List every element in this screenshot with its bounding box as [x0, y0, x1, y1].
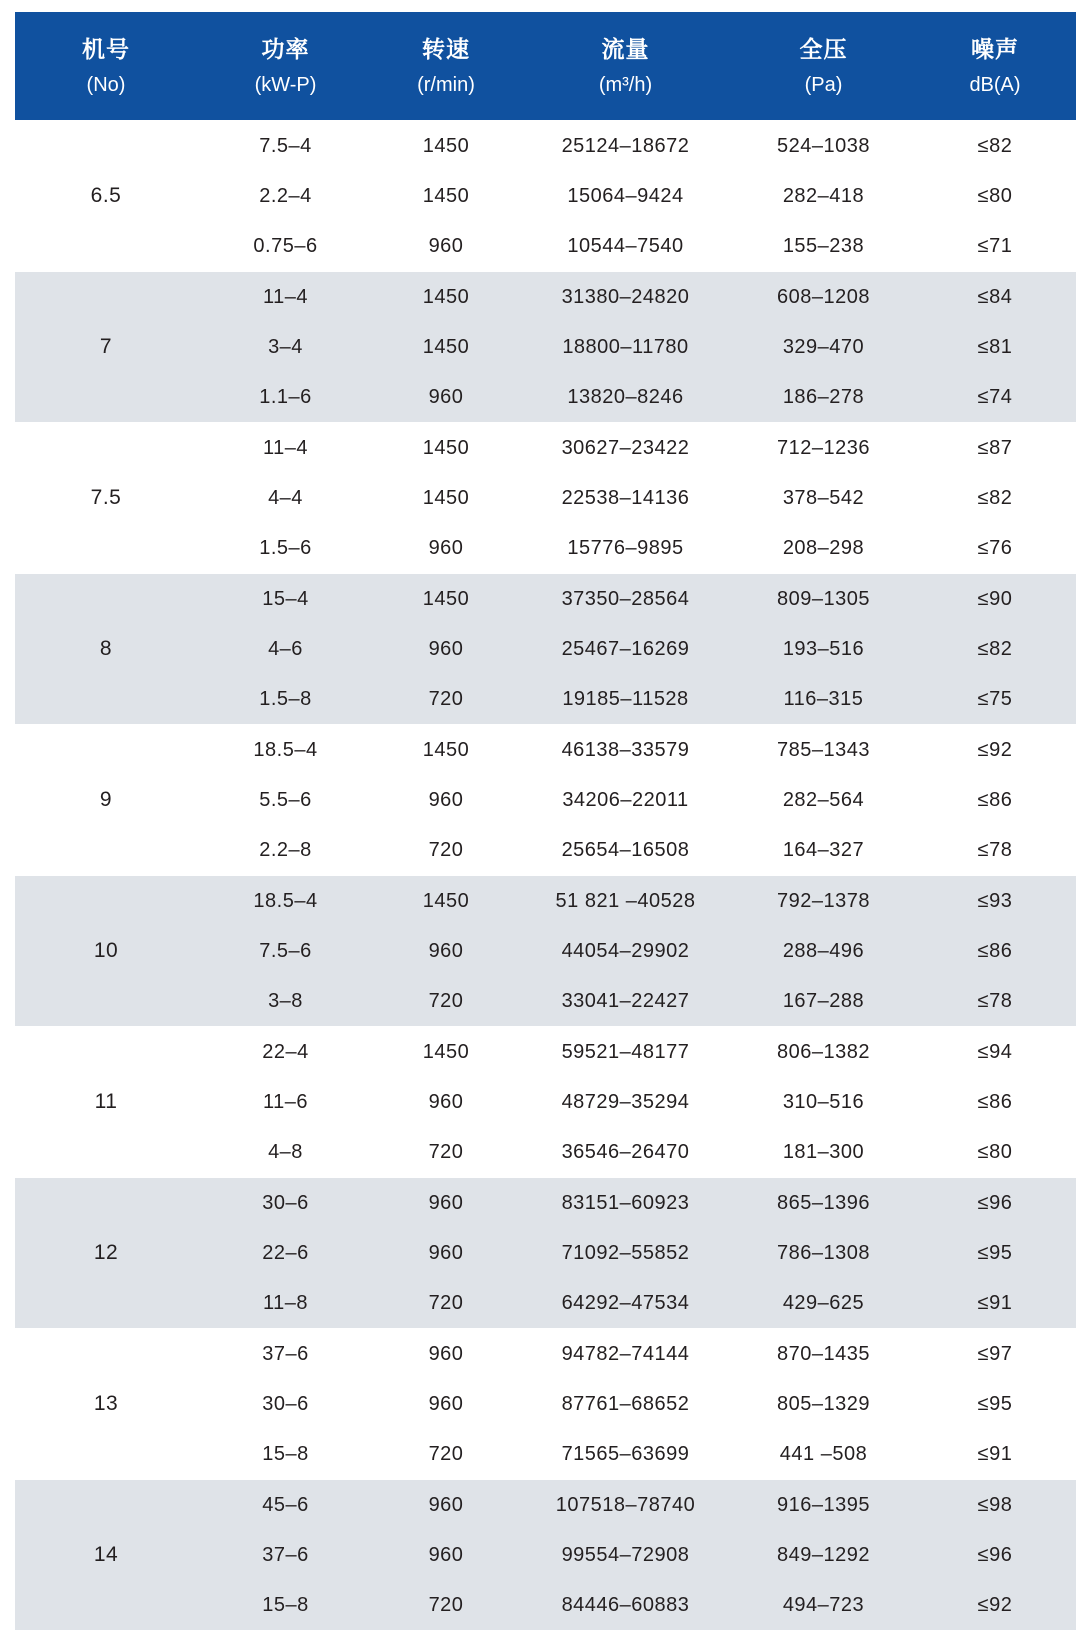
- cell-power: 3–8: [197, 976, 374, 1027]
- cell-speed: 1450: [374, 473, 518, 523]
- cell-pressure: 806–1382: [733, 1027, 914, 1078]
- cell-machine-no: 9: [15, 725, 197, 876]
- column-header-speed-cn: 转速: [374, 38, 518, 61]
- cell-machine-no: 11: [15, 1027, 197, 1178]
- cell-pressure: 329–470: [733, 322, 914, 372]
- cell-pressure: 865–1396: [733, 1178, 914, 1229]
- cell-flow: 13820–8246: [518, 372, 733, 423]
- cell-pressure: 849–1292: [733, 1530, 914, 1580]
- cell-noise: ≤91: [914, 1429, 1076, 1480]
- cell-noise: ≤92: [914, 725, 1076, 776]
- cell-flow: 25654–16508: [518, 825, 733, 876]
- cell-pressure: 186–278: [733, 372, 914, 423]
- cell-power: 5.5–6: [197, 775, 374, 825]
- column-header-power: [197, 12, 374, 121]
- column-header-pressure: [733, 12, 914, 121]
- cell-flow: 99554–72908: [518, 1530, 733, 1580]
- cell-flow: 25467–16269: [518, 624, 733, 674]
- table-row: [15, 876, 1076, 927]
- cell-speed: 960: [374, 1530, 518, 1580]
- cell-power: 4–6: [197, 624, 374, 674]
- column-header-flow-en: (m³/h): [518, 75, 733, 95]
- cell-flow: 22538–14136: [518, 473, 733, 523]
- cell-noise: ≤75: [914, 674, 1076, 725]
- cell-power: 3–4: [197, 322, 374, 372]
- cell-flow: 71092–55852: [518, 1228, 733, 1278]
- cell-power: 1.5–8: [197, 674, 374, 725]
- table-header-row: [15, 12, 1076, 121]
- cell-flow: 48729–35294: [518, 1077, 733, 1127]
- cell-power: 2.2–4: [197, 171, 374, 221]
- cell-pressure: 208–298: [733, 523, 914, 574]
- column-header-power-cn: 功率: [197, 38, 374, 61]
- cell-pressure: 429–625: [733, 1278, 914, 1329]
- cell-noise: ≤92: [914, 1580, 1076, 1630]
- cell-power: 11–8: [197, 1278, 374, 1329]
- cell-flow: 18800–11780: [518, 322, 733, 372]
- cell-flow: 44054–29902: [518, 926, 733, 976]
- cell-noise: ≤86: [914, 1077, 1076, 1127]
- cell-speed: 720: [374, 1580, 518, 1630]
- cell-flow: 51 821 –40528: [518, 876, 733, 927]
- cell-power: 30–6: [197, 1178, 374, 1229]
- table-row: [15, 574, 1076, 625]
- column-header-speed-en: (r/min): [374, 75, 518, 95]
- cell-flow: 36546–26470: [518, 1127, 733, 1178]
- cell-speed: 1450: [374, 272, 518, 323]
- cell-flow: 107518–78740: [518, 1480, 733, 1531]
- cell-pressure: 193–516: [733, 624, 914, 674]
- cell-noise: ≤71: [914, 221, 1076, 272]
- cell-machine-no: 6.5: [15, 121, 197, 272]
- cell-power: 37–6: [197, 1530, 374, 1580]
- column-header-no-cn: 机号: [15, 38, 197, 61]
- cell-flow: 15776–9895: [518, 523, 733, 574]
- cell-pressure: 441 –508: [733, 1429, 914, 1480]
- cell-machine-no: 7.5: [15, 423, 197, 574]
- cell-speed: 720: [374, 976, 518, 1027]
- cell-machine-no: 12: [15, 1178, 197, 1329]
- cell-machine-no: 7: [15, 272, 197, 423]
- cell-speed: 1450: [374, 574, 518, 625]
- cell-speed: 720: [374, 825, 518, 876]
- fan-specification-table: [15, 12, 1076, 1630]
- cell-pressure: 155–238: [733, 221, 914, 272]
- cell-speed: 1450: [374, 322, 518, 372]
- cell-flow: 37350–28564: [518, 574, 733, 625]
- cell-pressure: 870–1435: [733, 1329, 914, 1380]
- cell-flow: 33041–22427: [518, 976, 733, 1027]
- column-header-no-en: (No): [15, 75, 197, 95]
- cell-noise: ≤84: [914, 272, 1076, 323]
- cell-speed: 960: [374, 1077, 518, 1127]
- cell-noise: ≤90: [914, 574, 1076, 625]
- cell-noise: ≤76: [914, 523, 1076, 574]
- cell-noise: ≤86: [914, 926, 1076, 976]
- cell-noise: ≤82: [914, 473, 1076, 523]
- cell-flow: 31380–24820: [518, 272, 733, 323]
- cell-pressure: 916–1395: [733, 1480, 914, 1531]
- cell-speed: 960: [374, 624, 518, 674]
- cell-pressure: 805–1329: [733, 1379, 914, 1429]
- cell-noise: ≤81: [914, 322, 1076, 372]
- cell-pressure: 378–542: [733, 473, 914, 523]
- cell-power: 15–8: [197, 1429, 374, 1480]
- cell-speed: 960: [374, 1480, 518, 1531]
- column-header-noise: [914, 12, 1076, 121]
- cell-pressure: 164–327: [733, 825, 914, 876]
- cell-power: 0.75–6: [197, 221, 374, 272]
- cell-noise: ≤80: [914, 171, 1076, 221]
- cell-speed: 720: [374, 1278, 518, 1329]
- cell-pressure: 809–1305: [733, 574, 914, 625]
- cell-speed: 960: [374, 1379, 518, 1429]
- cell-pressure: 786–1308: [733, 1228, 914, 1278]
- column-header-flow: [518, 12, 733, 121]
- cell-power: 1.5–6: [197, 523, 374, 574]
- cell-speed: 960: [374, 775, 518, 825]
- cell-speed: 1450: [374, 725, 518, 776]
- cell-noise: ≤86: [914, 775, 1076, 825]
- cell-noise: ≤74: [914, 372, 1076, 423]
- cell-flow: 84446–60883: [518, 1580, 733, 1630]
- table-row: [15, 1178, 1076, 1229]
- cell-noise: ≤87: [914, 423, 1076, 474]
- table-header: [15, 12, 1076, 121]
- cell-noise: ≤97: [914, 1329, 1076, 1380]
- column-header-flow-cn: 流量: [518, 38, 733, 61]
- cell-noise: ≤80: [914, 1127, 1076, 1178]
- cell-machine-no: 14: [15, 1480, 197, 1630]
- column-header-noise-en: dB(A): [914, 75, 1076, 95]
- cell-noise: ≤94: [914, 1027, 1076, 1078]
- cell-power: 37–6: [197, 1329, 374, 1380]
- column-header-pressure-cn: 全压: [733, 38, 914, 61]
- cell-noise: ≤95: [914, 1379, 1076, 1429]
- column-header-pressure-en: (Pa): [733, 75, 914, 95]
- cell-speed: 960: [374, 1178, 518, 1229]
- cell-noise: ≤98: [914, 1480, 1076, 1531]
- cell-pressure: 608–1208: [733, 272, 914, 323]
- table-row: [15, 121, 1076, 172]
- cell-power: 1.1–6: [197, 372, 374, 423]
- cell-noise: ≤93: [914, 876, 1076, 927]
- cell-flow: 59521–48177: [518, 1027, 733, 1078]
- cell-pressure: 288–496: [733, 926, 914, 976]
- cell-flow: 34206–22011: [518, 775, 733, 825]
- cell-pressure: 524–1038: [733, 121, 914, 172]
- cell-speed: 1450: [374, 121, 518, 172]
- cell-noise: ≤91: [914, 1278, 1076, 1329]
- cell-noise: ≤95: [914, 1228, 1076, 1278]
- table-body: [15, 121, 1076, 1630]
- cell-power: 11–4: [197, 272, 374, 323]
- cell-noise: ≤78: [914, 976, 1076, 1027]
- column-header-no: [15, 12, 197, 121]
- cell-power: 18.5–4: [197, 876, 374, 927]
- cell-speed: 960: [374, 523, 518, 574]
- cell-power: 11–6: [197, 1077, 374, 1127]
- cell-speed: 1450: [374, 171, 518, 221]
- cell-speed: 960: [374, 221, 518, 272]
- cell-power: 15–8: [197, 1580, 374, 1630]
- cell-power: 4–4: [197, 473, 374, 523]
- cell-power: 45–6: [197, 1480, 374, 1531]
- table-row: [15, 1329, 1076, 1380]
- table-row: [15, 725, 1076, 776]
- cell-flow: 30627–23422: [518, 423, 733, 474]
- cell-flow: 10544–7540: [518, 221, 733, 272]
- cell-flow: 25124–18672: [518, 121, 733, 172]
- cell-power: 30–6: [197, 1379, 374, 1429]
- cell-speed: 720: [374, 1429, 518, 1480]
- cell-machine-no: 13: [15, 1329, 197, 1480]
- cell-pressure: 712–1236: [733, 423, 914, 474]
- column-header-speed: [374, 12, 518, 121]
- cell-machine-no: 10: [15, 876, 197, 1027]
- cell-flow: 87761–68652: [518, 1379, 733, 1429]
- cell-flow: 15064–9424: [518, 171, 733, 221]
- cell-flow: 46138–33579: [518, 725, 733, 776]
- column-header-noise-cn: 噪声: [914, 38, 1076, 61]
- cell-pressure: 116–315: [733, 674, 914, 725]
- table-row: [15, 272, 1076, 323]
- cell-power: 18.5–4: [197, 725, 374, 776]
- cell-speed: 960: [374, 926, 518, 976]
- cell-power: 11–4: [197, 423, 374, 474]
- cell-flow: 64292–47534: [518, 1278, 733, 1329]
- cell-pressure: 167–288: [733, 976, 914, 1027]
- table-row: [15, 423, 1076, 474]
- cell-noise: ≤78: [914, 825, 1076, 876]
- cell-pressure: 282–564: [733, 775, 914, 825]
- cell-speed: 1450: [374, 1027, 518, 1078]
- cell-pressure: 282–418: [733, 171, 914, 221]
- cell-pressure: 785–1343: [733, 725, 914, 776]
- cell-noise: ≤82: [914, 121, 1076, 172]
- cell-pressure: 792–1378: [733, 876, 914, 927]
- cell-pressure: 181–300: [733, 1127, 914, 1178]
- cell-speed: 960: [374, 1329, 518, 1380]
- cell-flow: 19185–11528: [518, 674, 733, 725]
- cell-noise: ≤82: [914, 624, 1076, 674]
- cell-speed: 1450: [374, 876, 518, 927]
- cell-noise: ≤96: [914, 1530, 1076, 1580]
- cell-power: 4–8: [197, 1127, 374, 1178]
- cell-pressure: 310–516: [733, 1077, 914, 1127]
- cell-speed: 960: [374, 1228, 518, 1278]
- cell-noise: ≤96: [914, 1178, 1076, 1229]
- cell-power: 15–4: [197, 574, 374, 625]
- table-row: [15, 1027, 1076, 1078]
- cell-flow: 83151–60923: [518, 1178, 733, 1229]
- cell-speed: 960: [374, 372, 518, 423]
- cell-pressure: 494–723: [733, 1580, 914, 1630]
- cell-power: 22–6: [197, 1228, 374, 1278]
- cell-flow: 94782–74144: [518, 1329, 733, 1380]
- cell-speed: 720: [374, 1127, 518, 1178]
- cell-speed: 1450: [374, 423, 518, 474]
- column-header-power-en: (kW-P): [197, 75, 374, 95]
- cell-power: 2.2–8: [197, 825, 374, 876]
- cell-machine-no: 8: [15, 574, 197, 725]
- table-row: [15, 1480, 1076, 1531]
- cell-flow: 71565–63699: [518, 1429, 733, 1480]
- cell-power: 7.5–6: [197, 926, 374, 976]
- cell-power: 22–4: [197, 1027, 374, 1078]
- cell-power: 7.5–4: [197, 121, 374, 172]
- cell-speed: 720: [374, 674, 518, 725]
